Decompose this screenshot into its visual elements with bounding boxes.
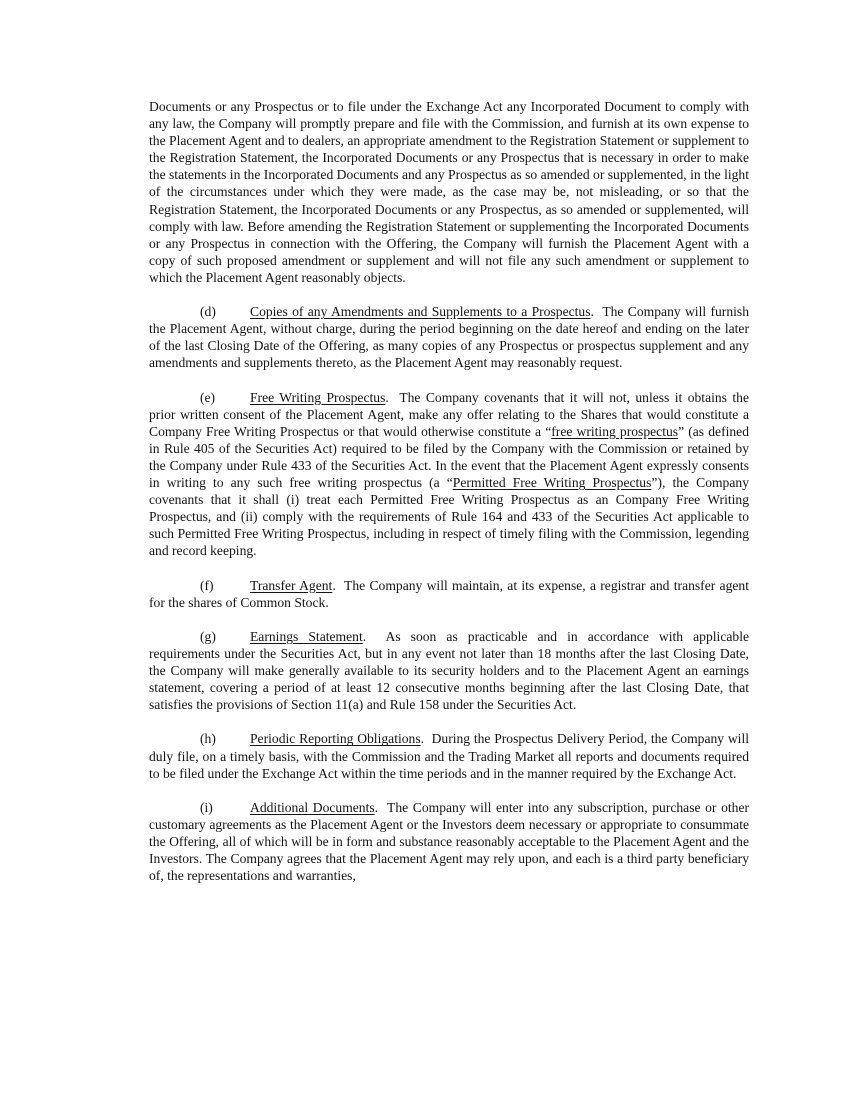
section-body: During the Prospectus Delivery Period, the Company will duly file, on a timely basis, with the Commission and the Trading Market all reports and documents required to be filed under the Exchange Act within the time periods and in the manner required by the Exchange Act. xyxy=(149,731,750,781)
section-number: (h) xyxy=(200,731,216,747)
section-heading: Earnings Statement xyxy=(250,628,363,644)
section-heading: Copies of any Amendments and Supplements to a Prospectus xyxy=(250,304,591,320)
section-body: ” (as defined in Rule 405 of the Securities Act) required to be filed by the Company with the Commission or retained by the Company under Rule 433 of the Securities Act. In the event that the Placement Agent expressly consents in writing to any such free writing prospectus (a “ xyxy=(149,423,750,491)
section-heading: Periodic Reporting Obligations xyxy=(250,731,421,747)
section-number: (f) xyxy=(200,577,214,593)
section-heading: Transfer Agent xyxy=(250,577,333,593)
section-body: ”), the Company covenants that it shall (i) treat each Permitted Free Writing Prospectus as an Company Free Writing Prospectus, and (ii) comply with the requirements of Rule 164 and 433 of the Securities Act applicable to such Permitted Free Writing Prospectus, including in respect of timely filing with the Commission, legending and record keeping. xyxy=(149,475,749,559)
section-number: (d) xyxy=(200,304,216,320)
section-heading: Additional Documents xyxy=(250,799,375,815)
section-g: (g) Earnings Statement. As soon as practicable and in accordance with applicable requirements under the Securities Act, but in any event not later than 18 months after the last Closing Date, the Company will make generally available to its security holders and to the Placement Agent an earnings statement, covering a period of at least 12 consecutive months beginning after the last Closing Date, that satisfies the provisions of Section 11(a) and Rule 158 under the Securities Act. xyxy=(149,628,750,713)
section-body: The Company will furnish the Placement Agent, without charge, during the period beginning on the date hereof and ending on the later of the last Closing Date of the Offering, as many copies of any Prospectus or prospectus supplement and any amendments and supplements thereto, as the Placement Agent may reasonably request. xyxy=(149,304,749,371)
section-h: (h) Periodic Reporting Obligations. During the Prospectus Delivery Period, the Company will duly file, on a timely basis, with the Commission and the Trading Market all reports and documents required to be filed under the Exchange Act within the time periods and in the manner required by the Exchange Act. xyxy=(149,731,750,781)
defined-term: free writing prospectus xyxy=(551,423,679,439)
section-body: The Company will maintain, at its expense, a registrar and transfer agent for the shares of Common Stock. xyxy=(149,577,749,610)
defined-term: Permitted Free Writing Prospectus xyxy=(452,475,652,491)
section-heading: Free Writing Prospectus xyxy=(250,389,386,405)
section-number: (g) xyxy=(200,628,216,644)
section-i: (i) Additional Documents. The Company will enter into any subscription, purchase or other customary agreements as the Placement Agent or the Investors deem necessary or appropriate to consummate the Offering, all of which will be in form and substance reasonably acceptable to the Placement Agent and the Investors. The Company agrees that the Placement Agent may rely upon, and each is a third party beneficiary of, the representations and warranties, xyxy=(149,799,749,884)
section-body: The Company covenants that it will not, unless it obtains the prior written consent of the Placement Agent, make any offer relating to the Shares that would constitute a Company Free Writing Prospectus or that would otherwise constitute a “ xyxy=(149,389,749,439)
section-number: (e) xyxy=(200,389,216,405)
section-body: The Company will enter into any subscription, purchase or other customary agreements as the Placement Agent or the Investors deem necessary or appropriate to consummate the Offering, all of which will be in form and substance reasonably acceptable to the Placement Agent and the Investors. The Company agrees that the Placement Agent may rely upon, and each is a third party beneficiary of, the representations and warranties, xyxy=(149,799,749,884)
section-number: (i) xyxy=(200,799,213,815)
section-body: As soon as practicable and in accordance with applicable requirements under the Securities Act, but in any event not later than 18 months after the last Closing Date, the Company will make generally available to its security holders and to the Placement Agent an earnings statement, covering a period of at least 12 consecutive months beginning after the last Closing Date, that satisfies the provisions of Section 11(a) and Rule 158 under the Securities Act. xyxy=(149,628,750,713)
section-d: (d) Copies of any Amendments and Supplements to a Prospectus. The Company will furnish the Placement Agent, without charge, during the period beginning on the date hereof and ending on the later of the last Closing Date of the Offering, as many copies of any Prospectus or prospectus supplement and any amendments and supplements thereto, as the Placement Agent may reasonably request. xyxy=(149,304,749,371)
document-page xyxy=(149,98,749,884)
continuation-paragraph: Documents or any Prospectus or to file under the Exchange Act any Incorporated Document to comply with any law, the Company will promptly prepare and file with the Commission, and furnish at its own expense to the Placement Agent and to dealers, an appropriate amendment to the Registration Statement or supplement to the Registration Statement, the Incorporated Documents or any Prospectus that is necessary in order to make the statements in the Incorporated Documents and any Prospectus as so amended or supplemented, in the light of the circumstances under which they were made, as the case may be, not misleading, or so that the Registration Statement, the Incorporated Documents or any Prospectus, as so amended or supplemented, will comply with law. Before amending the Registration Statement or supplementing the Incorporated Documents or any Prospectus in connection with the Offering, the Company will furnish the Placement Agent with a copy of such proposed amendment or supplement and will not file any such amendment or supplement to which the Placement Agent reasonably objects. xyxy=(149,99,749,285)
section-e: (e) Free Writing Prospectus. The Company covenants that it will not, unless it obtains the prior written consent of the Placement Agent, make any offer relating to the Shares that would constitute a Company Free Writing Prospectus or that would otherwise constitute a “free writing prospectus” (as defined in Rule 405 of the Securities Act) required to be filed by the Company with the Commission or retained by the Company under Rule 433 of the Securities Act. In the event that the Placement Agent expressly consents in writing to any such free writing prospectus (a “Permitted Free Writing Prospectus”), the Company covenants that it shall (i) treat each Permitted Free Writing Prospectus as an Company Free Writing Prospectus, and (ii) comply with the requirements of Rule 164 and 433 of the Securities Act applicable to such Permitted Free Writing Prospectus, including in respect of timely filing with the Commission, legending and record keeping. xyxy=(149,389,750,559)
section-f: (f) Transfer Agent. The Company will maintain, at its expense, a registrar and transfer agent for the shares of Common Stock. xyxy=(149,577,749,610)
